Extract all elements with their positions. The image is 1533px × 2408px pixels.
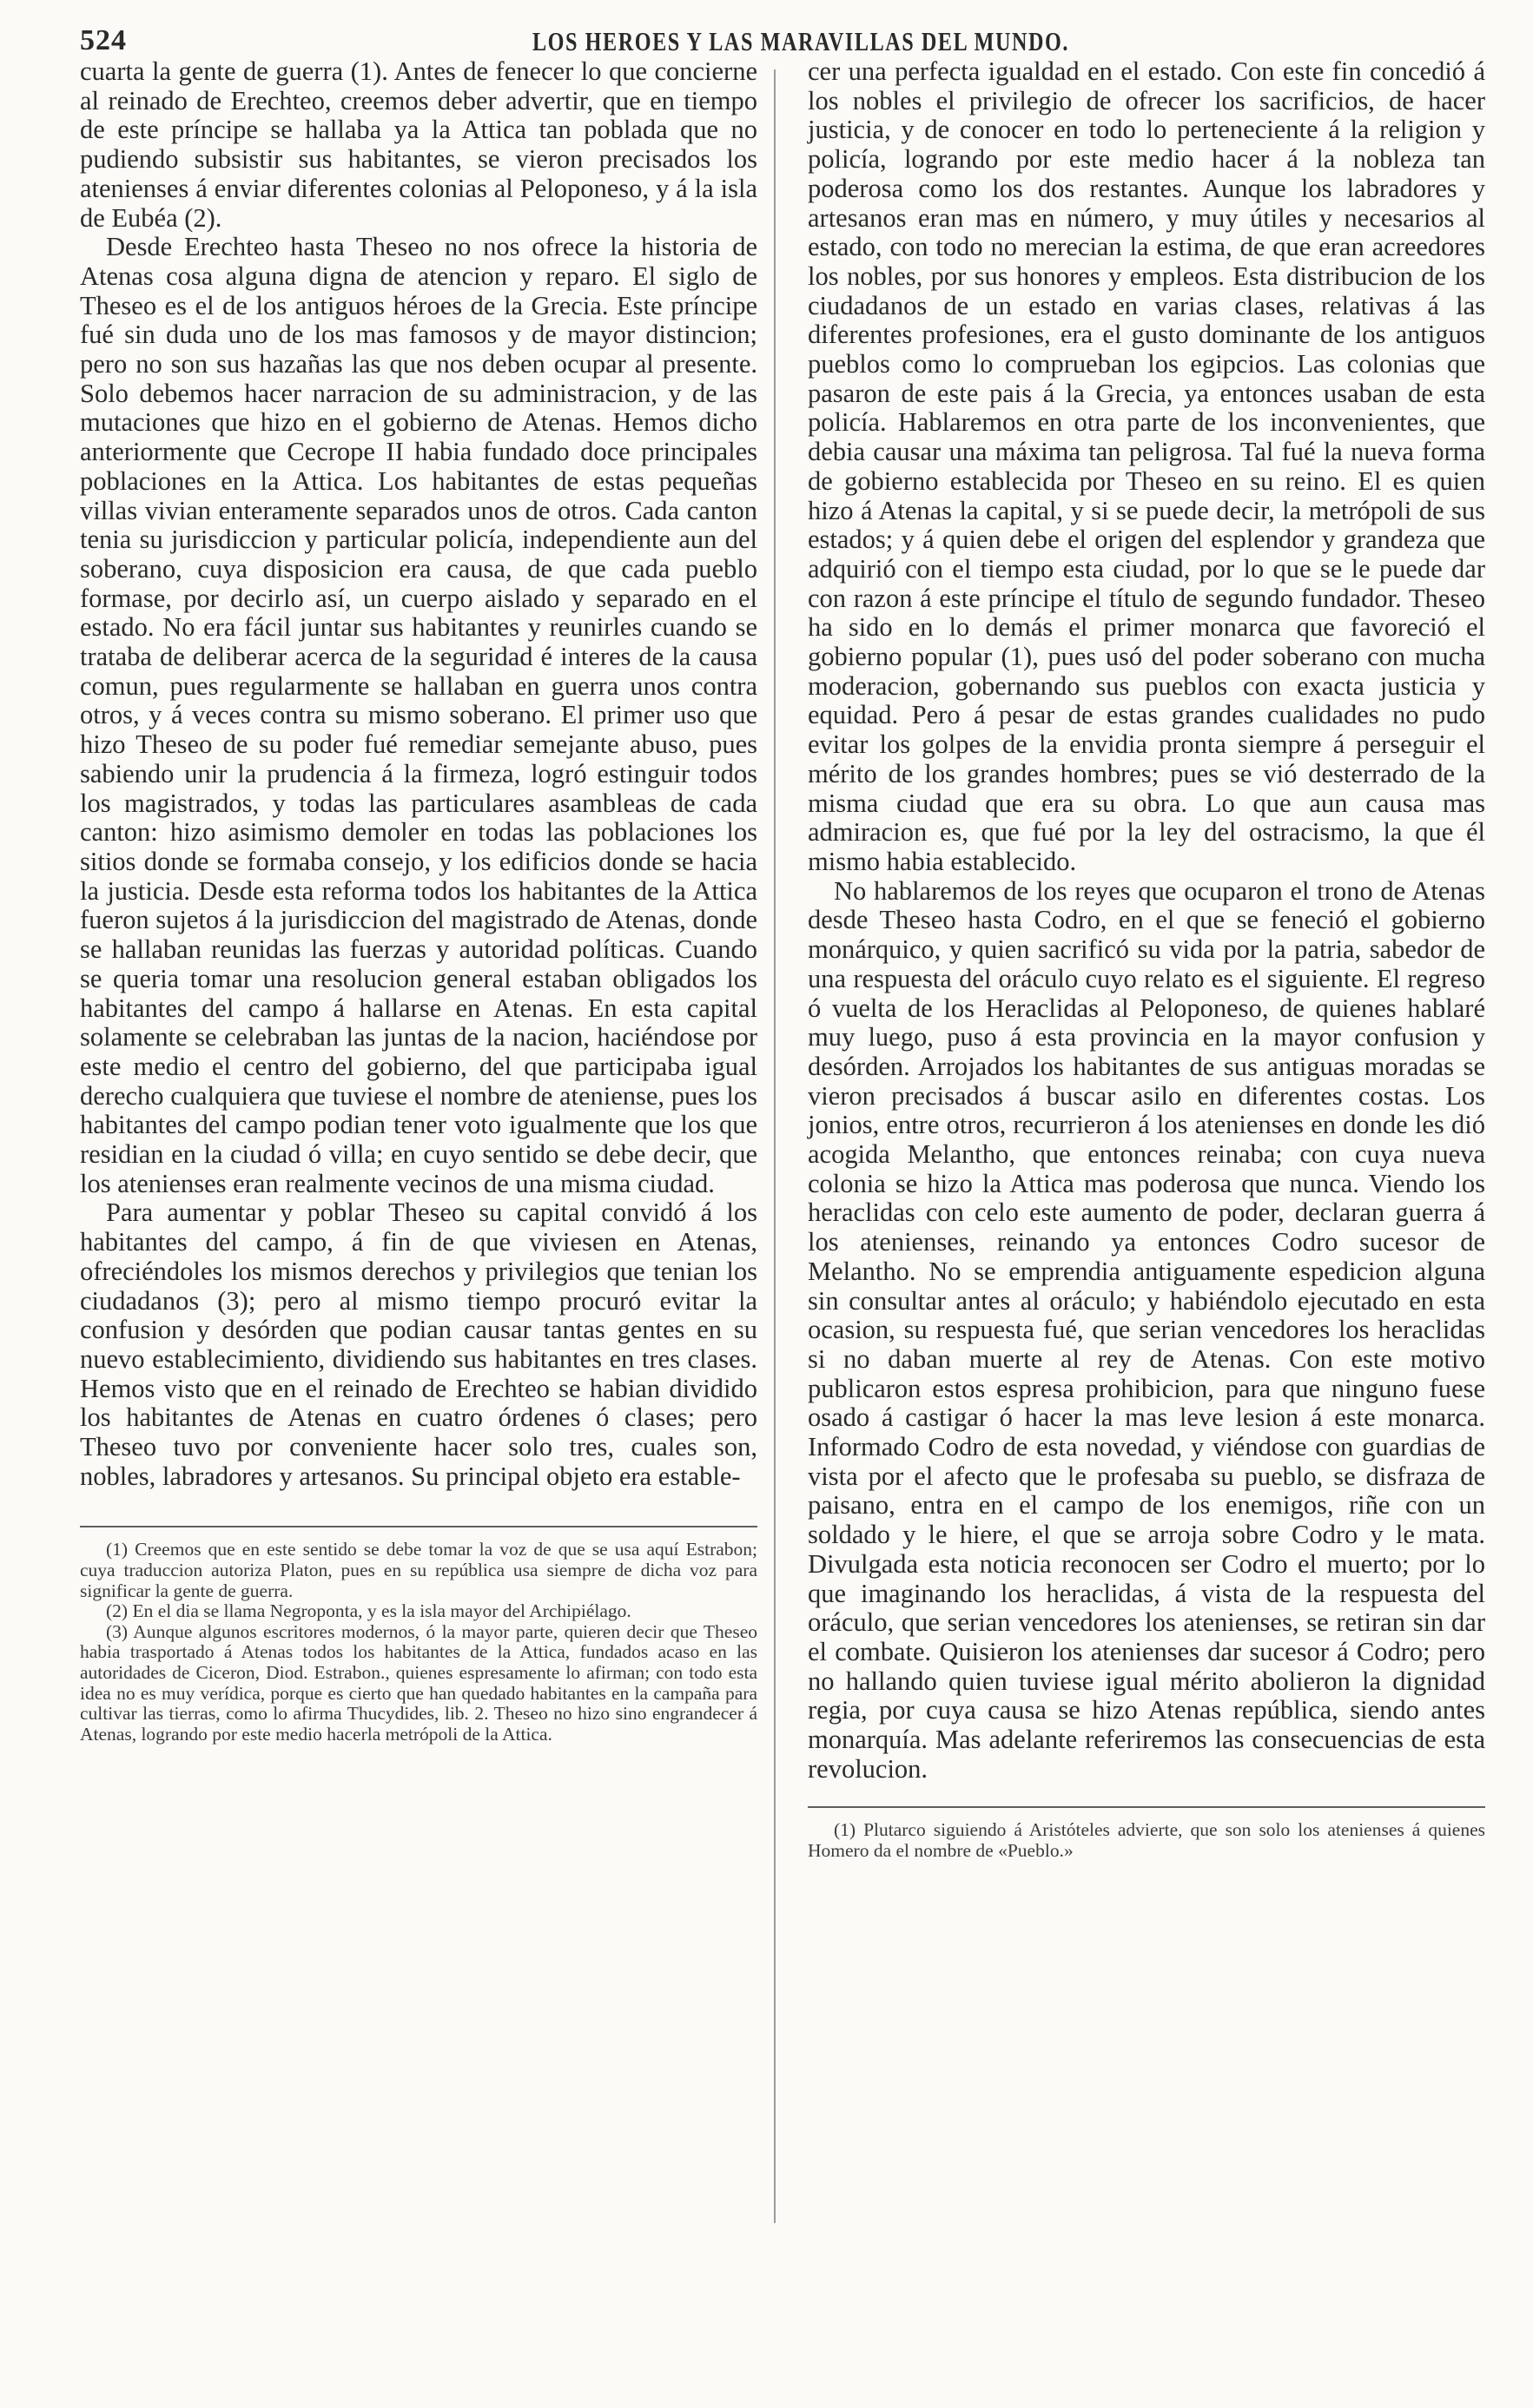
paragraph: Desde Erechteo hasta Theseo no nos ofrece la historia de Atenas cosa alguna digna de atencion y reparo. El siglo de Theseo es el de los antiguos héroes de la Grecia. Este príncipe fué sin duda uno de los mas famosos y de mayor distincion; pero no son sus hazañas las que nos deben ocupar al presente. Solo debemos hacer narracion de su administracion, y de las mutaciones que hizo en el gobierno de Atenas. Hemos dicho anteriormente que Cecrope II habia fundado doce principales poblaciones en la Attica. Los habitantes de estas pequeñas villas vivian enteramente separados unos de otros. Cada canton tenia su jurisdiccion y particular policía, independiente aun del soberano, cuya disposicion era causa, de que cada pueblo formase, por decirlo así, un cuerpo aislado y separado en el estado. No era fácil juntar sus habitantes y reunirles cuando se trataba de deliberar acerca de la seguridad é interes de la causa comun, pues regularmente se hallaban en guerra unos contra otros, y á veces contra su mismo soberano. El primer uso que hizo Theseo de su poder fué remediar semejante abuso, pues sabiendo unir la prudencia á la firmeza, logró estinguir todos los magistrados, y todas las particulares asambleas de cada canton: hizo asimismo demoler en todas las poblaciones los sitios donde se formaba consejo, y los edificios donde se hacia la justicia. Desde esta reforma todos los habitantes de la Attica fueron sujetos á la jurisdiccion del magistrado de Atenas, donde se hallaban reunidas las fuerzas y autoridad políticas. Cuando se queria tomar una resolucion general estaban obligados los habitantes del campo á hallarse en Atenas. En esta capital solamente se celebraban las juntas de la nacion, haciéndose por este medio el centro del gobierno, del que participaba igual derecho cualquiera que tuviese el nombre de ateniense, pues los habitantes del campo podian tener voto igualmente que los que residian en la ciudad ó villa; en cuyo sentido se debe decir, que los atenienses eran realmente vecinos de una misma ciudad. bbox=[80, 232, 757, 1198]
running-title: LOS HEROES Y LAS MARAVILLAS DEL MUNDO. bbox=[532, 26, 1070, 56]
column-rule bbox=[774, 69, 776, 2223]
left-column bbox=[80, 57, 757, 1745]
paragraph: Para aumentar y poblar Theseo su capital convidó á los habitantes del campo, á fin de que viviesen en Atenas, ofreciéndoles los mismos derechos y privilegios que tenian los ciudadanos (3); pero al mismo tiempo procuró evitar la confusion y desórden que podian causar tantas gentes en su nuevo establecimiento, dividiendo sus habitantes en tres clases. Hemos visto que en el reinado de Erechteo se habian dividido los habitantes de Atenas en cuatro órdenes ó clases; pero Theseo tuvo por conveniente hacer solo tres, cuales son, nobles, labradores y artesanos. Su principal objeto era estable- bbox=[80, 1197, 757, 1491]
right-column bbox=[808, 57, 1485, 1862]
paragraph: cuarta la gente de guerra (1). Antes de fenecer lo que concierne al reinado de Erechteo, creemos deber advertir, que en tiempo de este príncipe se hallaba ya la Attica tan poblada que no pudiendo subsistir sus habitantes, se vieron precisados los atenienses á enviar diferentes colonias al Peloponeso, y á la isla de Eubéa (2). bbox=[80, 56, 757, 233]
footnote: (1) Plutarco siguiendo á Aristóteles advierte, que son solo los atenienses á quienes Homero da el nombre de «Pueblo.» bbox=[808, 1819, 1485, 1862]
footnote: (1) Creemos que en este sentido se debe tomar la voz de que se usa aquí Estrabon; cuya traduccion autoriza Platon, pues en su república usa siempre de dicha voz para significar la gente de guerra. bbox=[80, 1539, 757, 1601]
paragraph: cer una perfecta igualdad en el estado. Con este fin concedió á los nobles el privilegio de ofrecer los sacrificios, de hacer justicia, y de conocer en todo lo perteneciente á la religion y policía, logrando por este medio hacer á la nobleza tan poderosa como los dos restantes. Aunque los labradores y artesanos eran mas en número, y muy útiles y necesarios al estado, con todo no merecian la estima, de que eran acreedores los nobles, por sus honores y empleos. Esta distribucion de los ciudadanos de un estado en varias clases, relativas á las diferentes profesiones, era el gusto dominante de los antiguos pueblos como lo comprueban los egipcios. Las colonias que pasaron de este pais á la Grecia, ya entonces usaban de esta policía. Hablaremos en otra parte de los inconvenientes, que debia causar una máxima tan peligrosa. Tal fué la nueva forma de gobierno establecida por Theseo en su reino. El es quien hizo á Atenas la capital, y si se puede decir, la metrópoli de sus estados; y á quien debe el origen del esplendor y grandeza que adquirió con el tiempo esta ciudad, por lo que se le puede dar con razon á este príncipe el título de segundo fundador. Theseo ha sido en lo demás el primer monarca que favoreció el gobierno popular (1), pues usó del poder soberano con mucha moderacion, gobernando sus pueblos con exacta justicia y equidad. Pero á pesar de estas grandes cualidades no pudo evitar los golpes de la envidia pronta siempre á perseguir el mérito de los grandes hombres; pues se vió desterrado de la misma ciudad que era su obra. Lo que aun causa mas admiracion es, que fué por la ley del ostracismo, la que él mismo habia establecido. bbox=[808, 56, 1485, 876]
footnote: (3) Aunque algunos escritores modernos, ó la mayor parte, quieren decir que Theseo habia trasportado á Atenas todos los habitantes de la Attica, fundados acaso en las autoridades de Ciceron, Diod. Estrabon., quienes espresamente lo afirman; con todo esta idea no es muy verídica, porque es cierto que han quedado habitantes en la campaña para cultivar las tierras, como lo afirma Thucydides, lib. 2. Theseo no hizo sino engrandecer á Atenas, logrando por este medio hacerla metrópoli de la Attica. bbox=[80, 1620, 757, 1745]
paragraph: No hablaremos de los reyes que ocuparon el trono de Atenas desde Theseo hasta Codro, en el que se feneció el gobierno monárquico, y quien sacrificó su vida por la patria, sabedor de una respuesta del oráculo cuyo relato es el siguiente. El regreso ó vuelta de los Heraclidas al Peloponeso, de quienes hablaré muy luego, puso á esta provincia en la mayor confusion y desórden. Arrojados los habitantes de sus antiguas moradas se vieron precisados á buscar asilo en diferentes costas. Los jonios, entre otros, recurrieron á los atenienses en donde les dió acogida Melantho, que entonces reinaba; con cuya nueva colonia se hizo la Attica mas poderosa que nunca. Viendo los heraclidas con celo este aumento de poder, declaran guerra á los atenienses, reinando ya entonces Codro sucesor de Melantho. No se emprendia antiguamente espedicion alguna sin consultar antes al oráculo; y habiéndolo ejecutado en esta ocasion, su respuesta fué, que serian vencedores los heraclidas si no daban muerte al rey de Atenas. Con este motivo publicaron estos espresa prohibicion, para que ninguno fuese osado á castigar ó hacer la mas leve lesion á este monarca. Informado Codro de esta novedad, y viéndose con guardias de vista por el afecto que le profesaba su pueblo, se disfraza de paisano, entra en el campo de los enemigos, riñe con un soldado y le hiere, el que se arroja sobre Codro y le mata. Divulgada esta noticia reconocen ser Codro el muerto; por lo que imaginando los heraclidas, á vista de la respuesta del oráculo, que serian vencedores los atenienses, se retiran sin dar el combate. Quisieron los atenienses dar sucesor á Codro; pero no hallando quien tuviese igual mérito abolieron la dignidad regia, por cuya causa se hizo Atenas república, siendo antes monarquía. Mas adelante referiremos las consecuencias de esta revolucion. bbox=[808, 875, 1485, 1784]
footnote: (2) En el dia se llama Negroponta, y es la isla mayor del Archipiélago. bbox=[106, 1600, 631, 1622]
page-number: 524 bbox=[80, 24, 127, 56]
